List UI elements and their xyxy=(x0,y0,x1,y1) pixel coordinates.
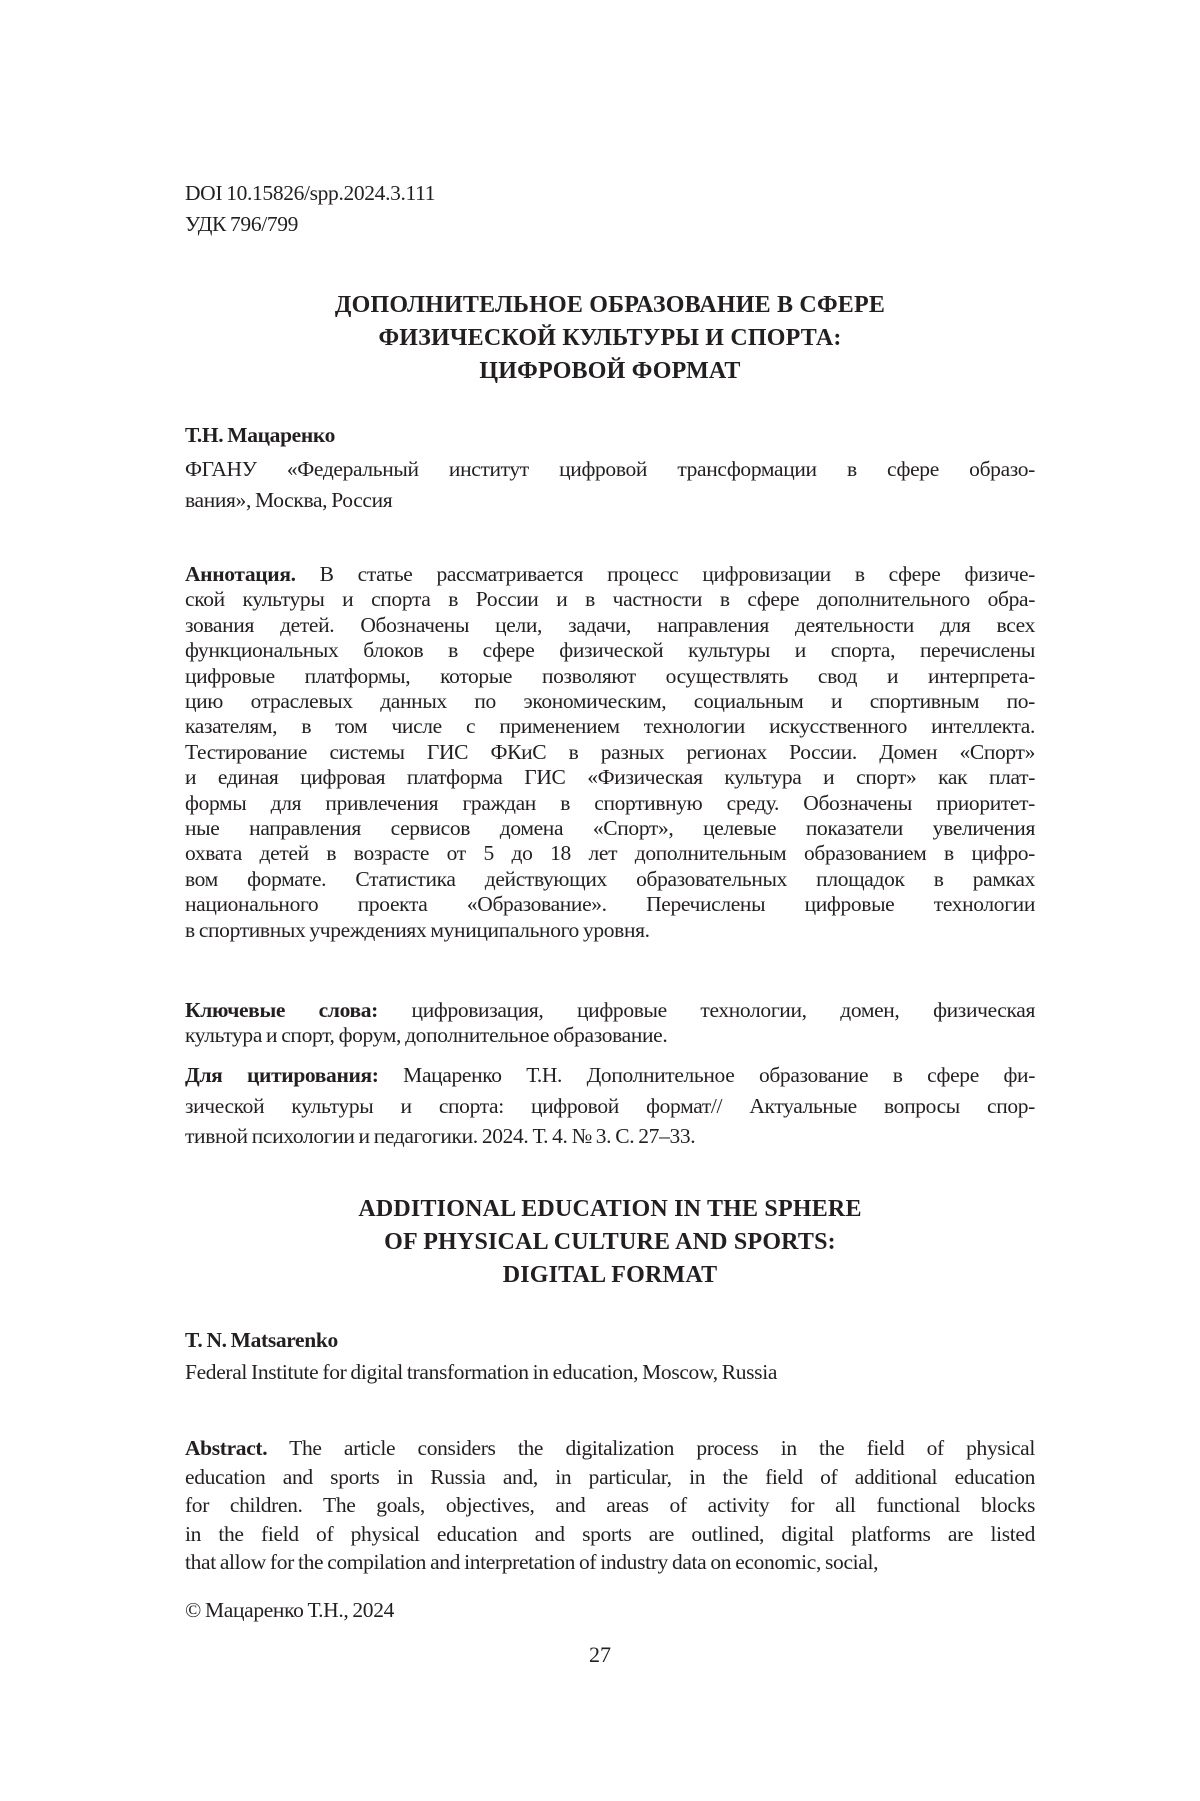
text-line: ской культуры и спорта в России и в частности в сфере дополнительного обра- xyxy=(185,587,1035,612)
text-line: that allow for the compilation and interpretation of industry data on economic, social, xyxy=(185,1548,1035,1577)
title-line: ADDITIONAL EDUCATION IN THE SPHERE xyxy=(185,1193,1035,1226)
text-line: цию отраслевых данных по экономическим, социальным и спортивным по- xyxy=(185,689,1035,714)
ru-title xyxy=(185,289,1035,388)
text-line: вом формате. Статистика действующих образовательных площадок в рамках xyxy=(185,867,1035,892)
text-line: Тестирование системы ГИС ФКиС в разных регионах России. Домен «Спорт» xyxy=(185,740,1035,765)
text-line: казателям, в том числе с применением технологии искусственного интеллекта. xyxy=(185,714,1035,739)
section-label: Аннотация. xyxy=(185,562,296,586)
title-line: ЦИФРОВОЙ ФОРМАТ xyxy=(185,355,1035,388)
text-line: формы для привлечения граждан в спортивную среду. Обозначены приоритет- xyxy=(185,791,1035,816)
en-author: T. N. Matsarenko xyxy=(185,1328,1035,1353)
ru-author: Т.Н. Мацаренко xyxy=(185,423,1035,448)
title-line: ДОПОЛНИТЕЛЬНОЕ ОБРАЗОВАНИЕ В СФЕРЕ xyxy=(185,289,1035,322)
text-line: Abstract. The article considers the digitalization process in the field of physical xyxy=(185,1434,1035,1463)
ru-keywords: Ключевые слова: цифровизация, цифровые технологии, домен, физическая культура и спорт, форум, дополнительное образование. xyxy=(185,998,1035,1049)
text-line: цифровые платформы, которые позволяют осуществлять свод и интерпрета- xyxy=(185,664,1035,689)
text-line: функциональных блоков в сфере физической культуры и спорта, перечислены xyxy=(185,638,1035,663)
en-abstract xyxy=(185,1434,1035,1577)
text-line: education and sports in Russia and, in particular, in the field of additional education xyxy=(185,1463,1035,1492)
page-number: 27 xyxy=(0,1642,1200,1668)
text-line: и единая цифровая платформа ГИС «Физическая культура и спорт» как плат- xyxy=(185,765,1035,790)
ru-citation: Для цитирования: Мацаренко Т.Н. Дополнительное образование в сфере фи- зической культуры и спорта: цифровой формат// Актуальные вопросы спор- тивной психологии и педагогики. 2024. Т. 4. № 3. С. 27–33. xyxy=(185,1060,1035,1152)
en-affiliation: Federal Institute for digital transformation in education, Moscow, Russia xyxy=(185,1360,1035,1385)
text-line: в спортивных учреждениях муниципального уровня. xyxy=(185,918,1035,943)
copyright: © Мацаренко Т.Н., 2024 xyxy=(185,1598,1035,1623)
ru-affiliation: ФГАНУ «Федеральный институт цифровой трансформации в сфере образо- вания», Москва, Россия xyxy=(185,454,1035,516)
title-line: OF PHYSICAL CULTURE AND SPORTS: xyxy=(185,1226,1035,1259)
udk: УДК 796/799 xyxy=(185,212,1035,237)
text-line: ные направления сервисов домена «Спорт», целевые показатели увеличения xyxy=(185,816,1035,841)
doi: DOI 10.15826/spp.2024.3.111 xyxy=(185,181,1035,206)
ru-abstract xyxy=(185,562,1035,943)
section-label: Abstract. xyxy=(185,1436,267,1460)
text-line: in the field of physical education and sports are outlined, digital platforms are listed xyxy=(185,1520,1035,1549)
title-line: DIGITAL FORMAT xyxy=(185,1259,1035,1292)
text-line: зования детей. Обозначены цели, задачи, направления деятельности для всех xyxy=(185,613,1035,638)
text-line: Аннотация. В статье рассматривается процесс цифровизации в сфере физиче- xyxy=(185,562,1035,587)
en-title xyxy=(185,1193,1035,1292)
text-line: национального проекта «Образование». Перечислены цифровые технологии xyxy=(185,892,1035,917)
title-line: ФИЗИЧЕСКОЙ КУЛЬТУРЫ И СПОРТА: xyxy=(185,322,1035,355)
text-line: for children. The goals, objectives, and areas of activity for all functional blocks xyxy=(185,1491,1035,1520)
text-line: охвата детей в возрасте от 5 до 18 лет дополнительным образованием в цифро- xyxy=(185,841,1035,866)
